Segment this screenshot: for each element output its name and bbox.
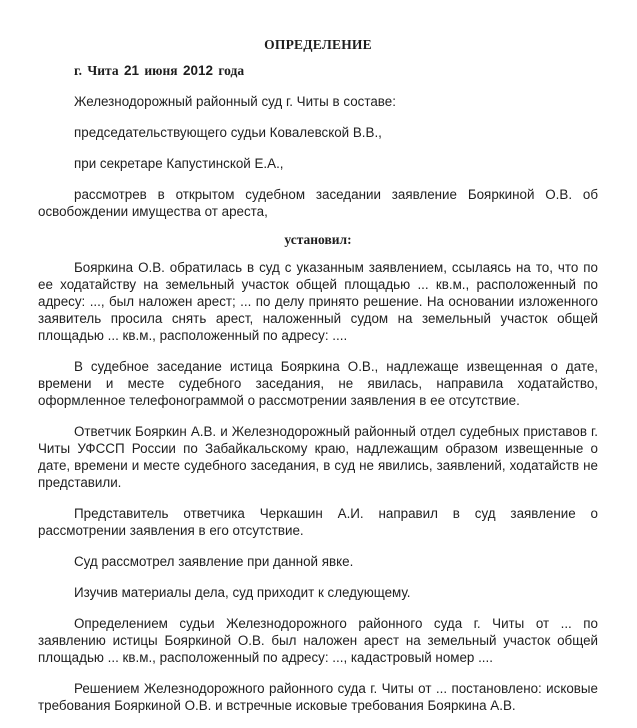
body-paragraph-decision: Решением Железнодорожного районного суда г. Читы от ... постановлено: исковые требования Бояркиной О.В. и встречные исковые требования Бояркина А.В. [38,681,598,713]
established-subheading: установил: [284,232,352,247]
dateline-year-word: года [218,63,245,78]
body-paragraph-representative: Представитель ответчика Черкашин А.И. направил в суд заявление о рассмотрении заявления в его отсутствие. [38,506,598,538]
body-paragraph-materials-studied: Изучив материалы дела, суд приходит к следующему. [74,585,411,600]
intro-considered-application: рассмотрев в открытом судебном заседании заявление Бояркиной О.В. об освобождении имущества от ареста, [38,187,598,219]
document-dateline [38,62,598,79]
body-paragraph-court-considered: Суд рассмотрел заявление при данной явке. [74,554,354,569]
dateline-city: г. Чита [74,63,119,78]
court-ruling-document [38,36,598,728]
intro-presiding-judge: председательствующего судьи Ковалевской В.В., [74,125,382,140]
body-paragraph-plaintiff-absent: В судебное заседание истица Бояркина О.В., надлежаще извещенная о дате, времени и месте судебного заседания, не явилась, направила ходатайство, оформленное телефонограммой о рассмотрении заявления в ее отсутствие. [38,359,598,408]
document-title: ОПРЕДЕЛЕНИЕ [264,37,372,52]
dateline-year: 2012 [182,63,213,78]
intro-secretary: при секретаре Капустинской Е.А., [74,156,284,171]
dateline-day: 21 [123,63,139,78]
intro-court-composition: Железнодорожный районный суд г. Читы в составе: [74,94,396,109]
dateline-month: июня [144,63,178,78]
body-paragraph-arrest-ordered: Определением судьи Железнодорожного районного суда г. Читы от ... по заявлению истицы Бояркиной О.В. был наложен арест на земельный участок общей площадью ... кв.м., расположенный по адресу: ..., кадастровый номер .... [38,616,598,665]
body-paragraph-claim: Бояркина О.В. обратилась в суд с указанным заявлением, ссылаясь на то, что по ее ходатайству на земельный участок общей площадью ... кв.м., расположенный по адресу: ..., был наложен арест; ... по делу принято решение. На основании изложенного заявитель просила снять арест, наложенный судом на земельный участок общей площадью ... кв.м., расположенный по адресу: .... [38,260,598,343]
body-paragraph-defendant-absent: Ответчик Бояркин А.В. и Железнодорожный районный отдел судебных приставов г. Читы УФССП России по Забайкальскому краю, надлежащим образом извещенные о дате, времени и месте судебного заседания, в суд не явились, заявлений, ходатайств не представили. [38,424,598,490]
